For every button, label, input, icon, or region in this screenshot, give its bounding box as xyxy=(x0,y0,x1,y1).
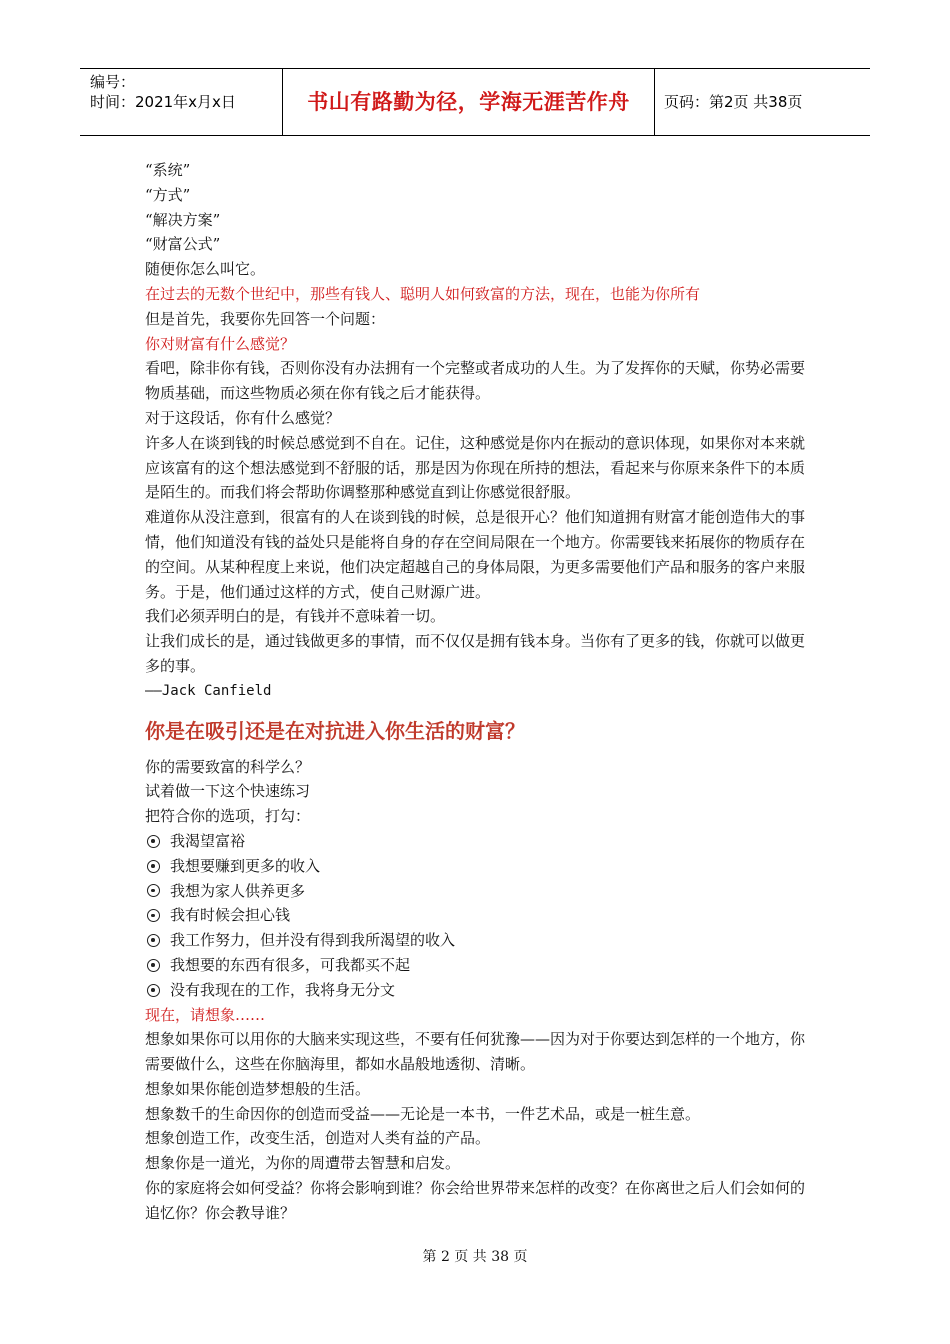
checklist-item xyxy=(145,928,807,953)
paragraph: 让我们成长的是，通过钱做更多的事情，而不仅仅是拥有钱本身。当你有了更多的钱，你就可以做更多的事。 xyxy=(145,632,806,675)
header-divider-right xyxy=(654,68,655,135)
circled-dot-icon xyxy=(147,984,160,997)
header-motto: 书山有路勤为径，学海无涯苦作舟 xyxy=(307,89,630,114)
paragraph: “解决方案” xyxy=(145,210,221,229)
paragraph: “财富公式” xyxy=(145,235,221,254)
circled-dot-icon xyxy=(147,860,160,873)
paragraph: 对于这段话，你有什么感觉？ xyxy=(145,408,341,427)
paragraph: 想象数千的生命因你的创造而受益——无论是一本书，一件艺术品，或是一桩生意。 xyxy=(145,1104,701,1123)
circled-dot-icon xyxy=(147,934,160,947)
paragraph: 你的家庭将会如何受益？你将会影响到谁？你会给世界带来怎样的改变？在你离世之后人们会如何的追忆你？你会教导谁？ xyxy=(145,1179,806,1222)
paragraph: “系统” xyxy=(145,161,191,179)
checklist-item-label: 我渴望富裕 xyxy=(170,831,246,850)
checklist-item-label: 我想要赚到更多的收入 xyxy=(170,856,321,875)
attribution: ——Jack Canfield xyxy=(145,682,272,699)
checklist-item-label: 我工作努力，但并没有得到我所渴望的收入 xyxy=(170,931,456,950)
paragraph: 难道你从没注意到，很富有的人在谈到钱的时候，总是很开心？他们知道拥有财富才能创造伟大的事情，他们知道没有钱的益处只是能将自身的存在空间局限在一个地方。你需要钱来拓展你的物质存在的空间。从某种程度上来说，他们决定超越自己的身体局限，为更多需要他们产品和服务的客户来服务。于是，他们通过这样的方式，使自己财源广进。 xyxy=(145,508,806,601)
highlight-paragraph: 现在，请想象…… xyxy=(145,1005,266,1024)
paragraph: 想象如果你能创造梦想般的生活。 xyxy=(145,1079,371,1098)
paragraph: 把符合你的选项，打勾： xyxy=(145,807,311,826)
checklist-item-label: 没有我现在的工作，我将身无分文 xyxy=(170,980,396,999)
circled-dot-icon xyxy=(147,959,160,972)
paragraph: 但是首先，我要你先回答一个问题： xyxy=(145,309,386,328)
header-page-label: 页码：第2页 共38页 xyxy=(664,93,803,111)
paragraph: 我们必须弄明白的是，有钱并不意味着一切。 xyxy=(145,607,446,626)
header-left-cell xyxy=(90,72,236,112)
circled-dot-icon xyxy=(147,835,160,848)
document-body xyxy=(145,158,807,1226)
checklist-item-label: 我想为家人供养更多 xyxy=(170,881,306,900)
checklist-item xyxy=(145,854,807,879)
checklist-item xyxy=(145,953,807,978)
paragraph: 随便你怎么叫它。 xyxy=(145,260,266,279)
paragraph: “方式” xyxy=(145,185,191,204)
circled-dot-icon xyxy=(147,909,160,922)
header-rule-bottom xyxy=(80,135,870,136)
checklist-item-label: 我想要的东西有很多，可我都买不起 xyxy=(170,955,411,974)
checklist-item-label: 我有时候会担心钱 xyxy=(170,906,291,925)
highlight-paragraph: 在过去的无数个世纪中，那些有钱人、聪明人如何致富的方法，现在，也能为你所有 xyxy=(145,284,701,303)
paragraph: 许多人在谈到钱的时候总感觉到不自在。记住，这种感觉是你内在振动的意识体现，如果你对本来就应该富有的这个想法感觉到不舒服的话，那是因为你现在所持的想法，看起来与你原来条件下的本质是陌生的。而我们将会帮助你调整那种感觉直到让你感觉很舒服。 xyxy=(145,433,806,502)
paragraph: 看吧，除非你有钱，否则你没有办法拥有一个完整或者成功的人生。为了发挥你的天赋，你势必需要物质基础，而这些物质必须在你有钱之后才能获得。 xyxy=(145,359,806,403)
section-heading: 你是在吸引还是在对抗进入你生活的财富？ xyxy=(145,718,525,743)
paragraph: 你的需要致富的科学么？ xyxy=(145,757,311,776)
highlight-question: 你对财富有什么感觉？ xyxy=(145,334,296,353)
paragraph: 试着做一下这个快速练习 xyxy=(145,782,311,801)
paragraph: 想象创造工作，改变生活，创造对人类有益的产品。 xyxy=(145,1129,491,1148)
checklist-item xyxy=(145,978,807,1003)
checklist-item xyxy=(145,903,807,928)
circled-dot-icon xyxy=(147,884,160,897)
page-footer: 第 2 页 共 38 页 xyxy=(422,1249,528,1265)
checklist-item xyxy=(145,829,807,854)
checklist-item xyxy=(145,879,807,904)
header-number-label: 编号： xyxy=(90,73,136,91)
paragraph: 想象如果你可以用你的大脑来实现这些，不要有任何犹豫——因为对于你要达到怎样的一个地方，你需要做什么，这些在你脑海里，都如水晶般地透彻、清晰。 xyxy=(145,1030,806,1074)
header-date-label: 时间：2021年x月x日 xyxy=(90,93,236,111)
paragraph: 想象你是一道光，为你的周遭带去智慧和启发。 xyxy=(145,1154,461,1173)
